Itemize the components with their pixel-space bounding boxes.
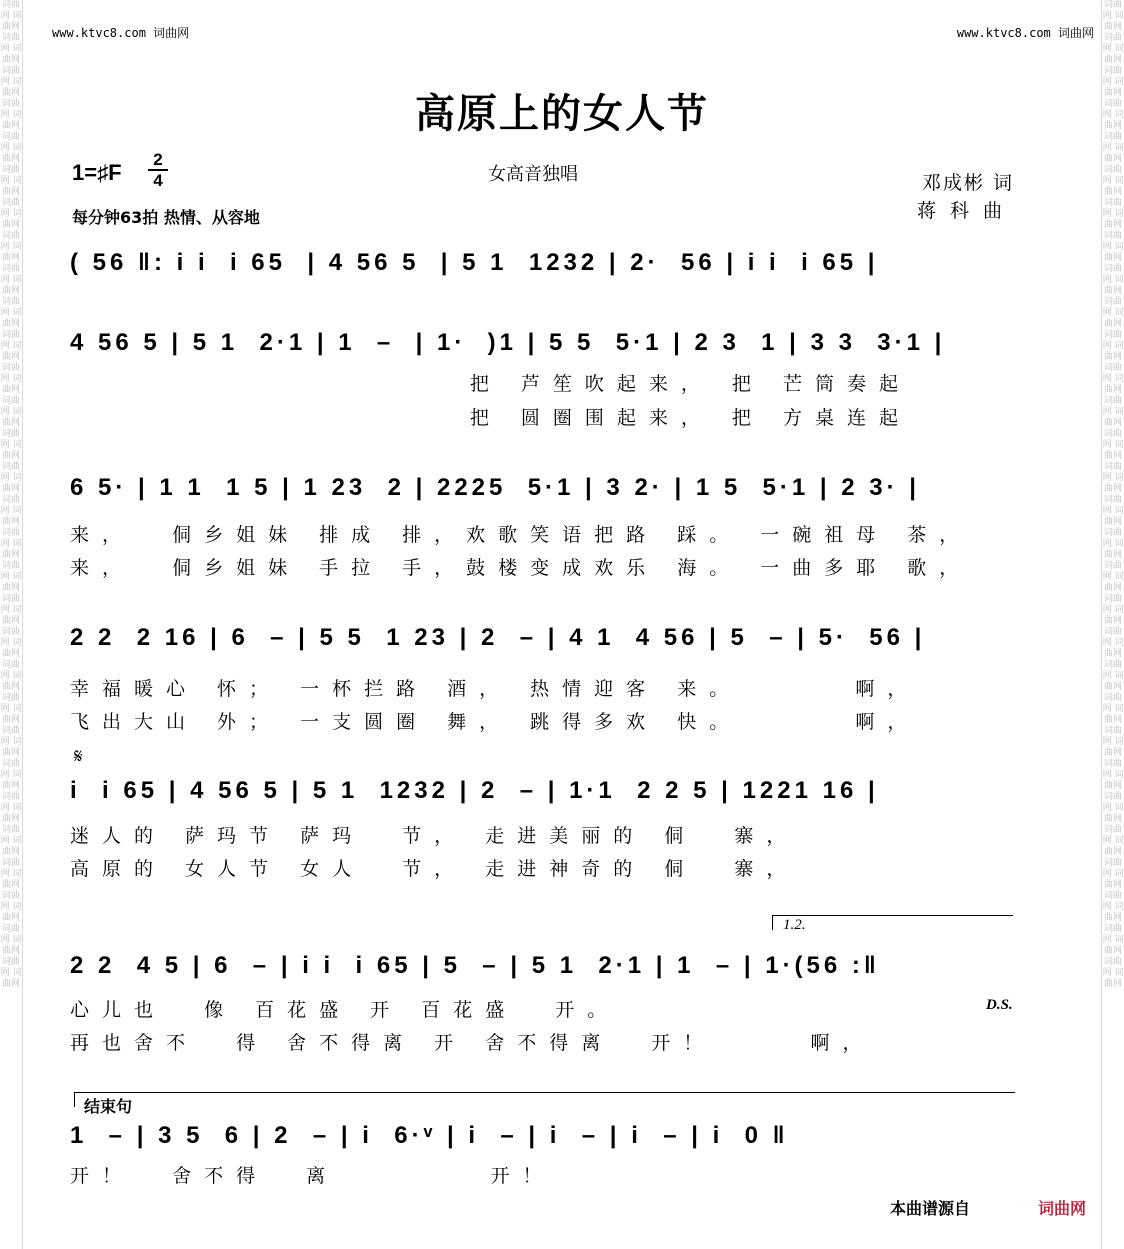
- brand-logo-text[interactable]: 词曲网: [1038, 1199, 1087, 1218]
- site-url-left[interactable]: www.ktvc8.com 词曲网: [52, 26, 190, 40]
- lyrics-verse-1: 心儿也 像 百花盛 开 百花盛 开。: [70, 999, 620, 1021]
- lyrics-verse-2: 飞出大山 外； 一支圆圈 舞， 跳得多欢 快。 啊，: [70, 711, 920, 733]
- watermark-text: 词曲网 词曲网 词曲网 词曲网 词曲网 词曲网 词曲网 词曲网 词曲网 词曲网 词曲网 词曲网 词曲网 词曲网 词曲网 词曲网 词曲网 词曲网 词曲网 词曲网 词曲网 词曲网 词曲网 词曲网 词曲网 词曲网 词曲网 词曲网 词曲网 词曲网 词曲网 词曲网 词曲网 词曲网 词曲网 词曲网 词曲网 词曲网 词曲网 词曲网 词曲网 词曲网 词曲网 词曲网 词曲网 词曲网 词曲网 词曲网 词曲网 词曲网 词曲网 词曲网 词曲网 词曲网 词曲网 词曲网 词曲网 词曲网 词曲网 词曲网: [0, 0, 22, 989]
- notation-line: 6 5· | 1 1 1 5 | 1 23 2 | 2225 5·1 | 3 2· | 1 5 5·1 | 2 3· |: [70, 474, 921, 501]
- dal-segno-mark: D.S.: [986, 997, 1013, 1013]
- notation-line: ( 56 ‖: i i i 65 | 4 56 5 | 5 1 1232 | 2· 56 | i i i 65 |: [70, 249, 879, 276]
- key-signature: 1=♯F: [72, 160, 122, 185]
- lyrics-verse-2: 来， 侗乡姐妹 手拉 手，鼓楼变成欢乐 海。 一曲多耶 歌，: [70, 557, 972, 579]
- ending-label: 结束句: [84, 1097, 133, 1116]
- source-label: 本曲谱源自: [890, 1199, 971, 1218]
- segno-sign: 𝄋: [74, 744, 83, 768]
- volta-label: 1.2.: [783, 917, 806, 933]
- lyrics-verse-1: 来， 侗乡姐妹 排成 排，欢歌笑语把路 踩。 一碗祖母 茶，: [70, 524, 972, 546]
- time-top: 2: [153, 150, 163, 169]
- notation-line: 2 2 2 16 | 6 – | 5 5 1 23 | 2 – | 4 1 4 56 | 5 – | 5· 56 |: [70, 624, 926, 651]
- lyrics-verse-2: 再也舍不 得 舍不得离 开 舍不得离 开！ 啊，: [70, 1032, 875, 1054]
- performance-note: 女高音独唱: [488, 164, 578, 185]
- notation-line: 1 – | 3 5 6 | 2 – | i 6·ᵛ | i – | i – | i – | i 0 ‖: [70, 1122, 789, 1149]
- site-url-right[interactable]: www.ktvc8.com 词曲网: [956, 26, 1094, 40]
- watermark-strip-right: [1101, 0, 1124, 1249]
- volta-bracket: [772, 915, 1013, 930]
- lyrics-verse-2: 把 圆圈围起来， 把 方桌连起: [70, 407, 911, 429]
- ending-bracket: [74, 1092, 1015, 1107]
- song-title: 高原上的女人节: [415, 90, 709, 137]
- lyrics-verse-1: 迷人的 萨玛节 萨玛 节， 走进美丽的 侗 寨，: [70, 825, 799, 847]
- time-signature: [148, 151, 168, 189]
- watermark-text: 词曲网 词曲网 词曲网 词曲网 词曲网 词曲网 词曲网 词曲网 词曲网 词曲网 词曲网 词曲网 词曲网 词曲网 词曲网 词曲网 词曲网 词曲网 词曲网 词曲网 词曲网 词曲网 词曲网 词曲网 词曲网 词曲网 词曲网 词曲网 词曲网 词曲网 词曲网 词曲网 词曲网 词曲网 词曲网 词曲网 词曲网 词曲网 词曲网 词曲网 词曲网 词曲网 词曲网 词曲网 词曲网 词曲网 词曲网 词曲网 词曲网 词曲网 词曲网 词曲网 词曲网 词曲网 词曲网 词曲网 词曲网 词曲网 词曲网 词曲网: [1102, 0, 1124, 989]
- lyrics-verse-1: 幸福暖心 怀； 一杯拦路 酒， 热情迎客 来。 啊，: [70, 678, 920, 700]
- lyrics-verse-1: 把 芦笙吹起来， 把 芒筒奏起: [70, 373, 911, 395]
- lyrics-verse-1: 开！ 舍不得 离 开！: [70, 1165, 555, 1187]
- watermark-strip-left: [0, 0, 23, 1249]
- notation-line: 4 56 5 | 5 1 2·1 | 1 – | 1· )1 | 5 5 5·1 | 2 3 1 | 3 3 3·1 |: [70, 329, 946, 356]
- lyrics-verse-2: 高原的 女人节 女人 节， 走进神奇的 侗 寨，: [70, 858, 799, 880]
- time-bottom: 4: [153, 171, 163, 190]
- notation-line: 2 2 4 5 | 6 – | i i i 65 | 5 – | 5 1 2·1 | 1 – | 1·(56 :‖: [70, 952, 880, 979]
- tempo-marking: 每分钟63拍 热情、从容地: [72, 208, 260, 227]
- notation-line: i i 65 | 4 56 5 | 5 1 1232 | 2 – | 1·1 2 2 5 | 1221 16 |: [70, 777, 879, 804]
- composer-credit: 蒋科曲: [916, 200, 1016, 222]
- lyricist-credit: 邓成彬 词: [921, 172, 1014, 194]
